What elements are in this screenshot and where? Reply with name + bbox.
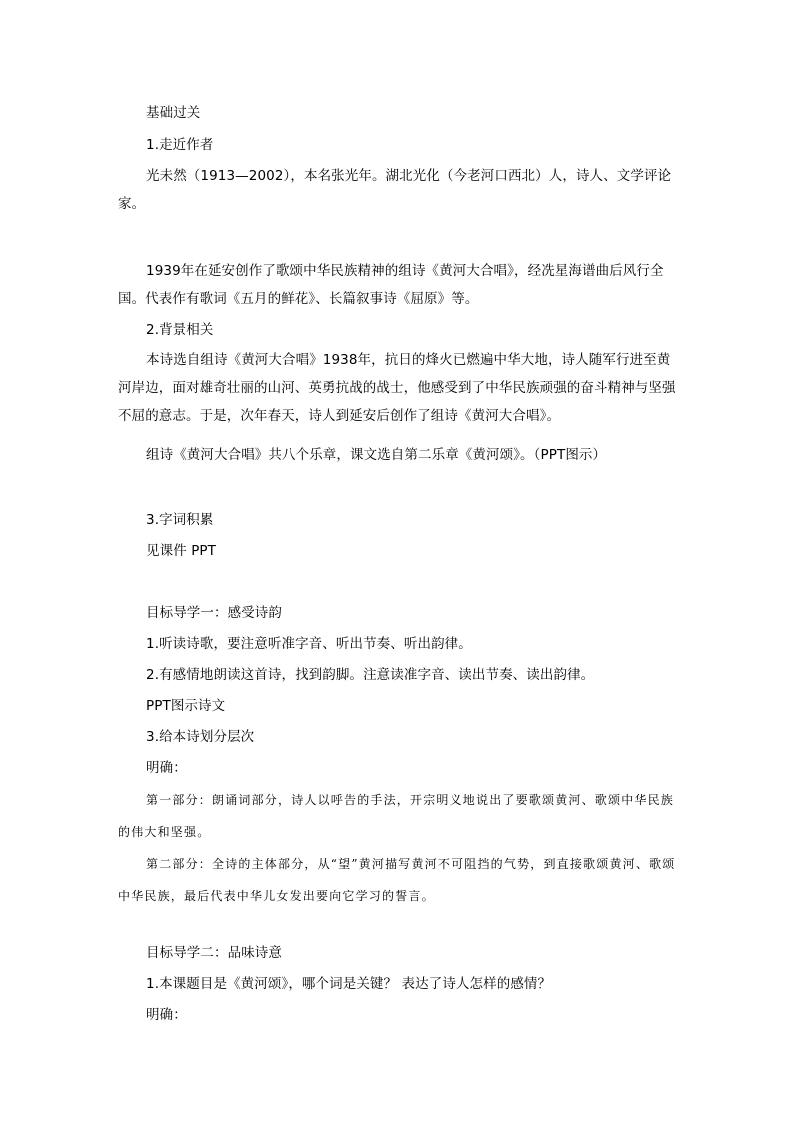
guide-two-question-1: 1.本课题目是《黄河颂》，哪个词是关键？ 表达了诗人怎样的感情？	[146, 976, 552, 992]
paragraph-author-intro: 光未然（1913—2002），本名张光年。湖北光化（今老河口西北）人，诗人、文学评论家。	[118, 168, 672, 212]
subsection-title-author: 1.走近作者	[146, 137, 214, 153]
paragraph-background: 本诗选自组诗《黄河大合唱》1938年，抗日的烽火已燃遍中华大地，诗人随军行进至黄河岸边，面对雄奇壮丽的山河、英勇抗战的战士，他感受到了中华民族顽强的奋斗精神与坚强不屈的意志。于是，次年春天，诗人到延安后创作了组诗《黄河大合唱》。	[118, 352, 676, 424]
guide-one-item-1: 1.听读诗歌，要注意听准字音、听出节奏、听出韵律。	[146, 636, 472, 652]
guide-one-title: 目标导学一：感受诗韵	[146, 605, 282, 621]
guide-two-answer-label: 明确：	[146, 1007, 187, 1023]
guide-two-title: 目标导学二：品味诗意	[146, 945, 282, 961]
paragraph-author-works: 1939年在延安创作了歌颂中华民族精神的组诗《黄河大合唱》，经冼星海谱曲后风行全国。代表作有歌词《五月的鲜花》、长篇叙事诗《屈原》等。	[118, 263, 664, 307]
guide-one-ppt-note: PPT图示诗文	[146, 698, 226, 714]
guide-one-item-3: 3.给本诗划分层次	[146, 729, 255, 745]
vocabulary-note: 见课件 PPT	[146, 543, 217, 559]
subsection-title-background: 2.背景相关	[146, 322, 214, 338]
paragraph-movements: 组诗《黄河大合唱》共八个乐章，课文选自第二乐章《黄河颂》。（PPT图示）	[146, 447, 607, 463]
structure-part-two: 第二部分：全诗的主体部分，从“望”黄河描写黄河不可阻挡的气势，到直接歌颂黄河、歌颂中华民族，最后代表中华儿女发出要向它学习的誓言。	[118, 857, 676, 903]
guide-one-answer-label: 明确：	[146, 760, 187, 776]
guide-one-item-2: 2.有感情地朗读这首诗，找到韵脚。注意读准字音、读出节奏、读出韵律。	[146, 667, 595, 683]
structure-part-one: 第一部分：朗诵词部分，诗人以呼告的手法，开宗明义地说出了要歌颂黄河、歌颂中华民族的伟大和坚强。	[118, 793, 675, 839]
section-heading: 基础过关	[146, 105, 201, 121]
subsection-title-vocabulary: 3.字词积累	[146, 512, 214, 528]
